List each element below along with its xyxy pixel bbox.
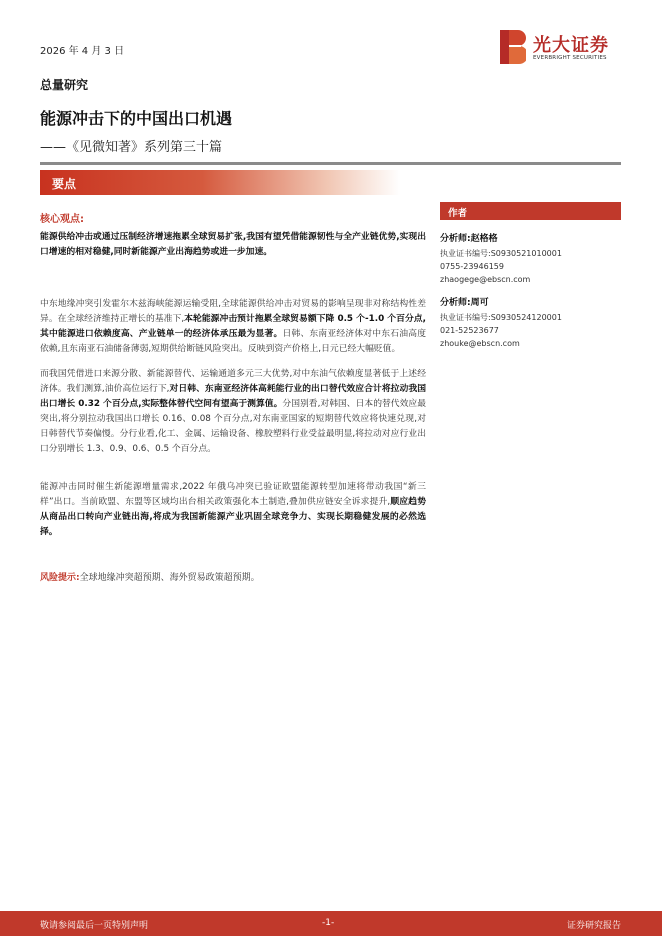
analyst-email[interactable]: zhaogege@ebscn.com <box>440 275 531 284</box>
page-number: -1- <box>322 918 335 928</box>
logo-chinese-text: 光大证券 <box>533 35 609 56</box>
risk-warning-label: 风险提示: <box>40 573 80 583</box>
authors-header <box>440 202 621 220</box>
core-views-heading: 核心观点: <box>40 214 84 225</box>
risk-warning <box>40 570 260 583</box>
footer-report-type: 证券研究报告 <box>566 921 621 931</box>
title-divider <box>40 162 621 165</box>
substitution-text-detail: 分国别看,对韩国、日本的替代效应最突出,将分别拉动我国出口增长 0.16、0.08 个百分点,对东南亚国家的短期替代效应将快速兑现,对日韩替代节奏偏慢。分行业看,化工、金属、运输设备、橡胶塑料行业受益最明显,将拉动对应行业出口分别增长 1.3、0.9、0.6、0.5 个百分点。 <box>40 399 426 454</box>
core-view-paragraph <box>40 230 426 260</box>
analyst-email[interactable]: zhouke@ebscn.com <box>440 339 520 348</box>
summary-section-label: 要点 <box>52 177 77 191</box>
company-logo <box>500 30 625 66</box>
impact-text-key: 本轮能源冲击预计拖累全球贸易额下降 0.5 个-1.0 个百分点,其中能源进口依赖度高、产业链单一的经济体承压最为显著。 <box>40 314 426 339</box>
page-footer <box>0 911 662 936</box>
footer-disclaimer: 敬请参阅最后一页特别声明 <box>40 921 149 931</box>
analyst-card <box>440 233 621 286</box>
analyst-phone: 0755-23946159 <box>440 262 504 271</box>
new-energy-text-key: 顺应趋势从商品出口转向产业链出海,将成为我国新能源产业巩固全球竞争力、实现长期稳健发展的必然选择。 <box>40 497 426 537</box>
report-category: 总量研究 <box>40 78 89 92</box>
report-title: 能源冲击下的中国出口机遇 <box>40 109 233 128</box>
analyst-name: 分析师:赵格格 <box>440 234 498 244</box>
analyst-phone: 021-52523677 <box>440 326 499 335</box>
impact-text-intro: 中东地缘冲突引发霍尔木兹海峡能源运输受阻,全球能源供给冲击对贸易的影响呈现非对称结构性差异。在全球经济维持正增长的基准下, <box>40 299 426 324</box>
new-energy-text-intro: 能源冲击同时催生新能源增量需求,2022 年俄乌冲突已验证欧盟能源转型加速将带动我国“新三样”出口。当前欧盟、东盟等区域均出台相关政策强化本土制造,叠加供应链安全诉求提升, <box>40 482 426 507</box>
core-view-text: 能源供给冲击或通过压制经济增速拖累全球贸易扩张,我国有望凭借能源韧性与全产业链优势,实现出口增速的相对稳健,同时新能源产业出海趋势或进一步加速。 <box>40 232 426 257</box>
analyst-card <box>440 297 621 350</box>
impact-paragraph <box>40 297 426 357</box>
impact-text-detail: 日韩、东南亚经济体对中东石油高度依赖,且东南亚石油储备薄弱,短期供给断链风险突出。反映到资产价格上,日元已经大幅贬值。 <box>40 329 426 354</box>
substitution-text-key: 对日韩、东南亚经济体高耗能行业的出口替代效应合计将拉动我国出口增长 0.32 个百分点,实际整体替代空间有望高于测算值。 <box>40 384 426 409</box>
substitution-text-intro: 而我国凭借进口来源分散、新能源替代、运输通道多元三大优势,对中东油气依赖度显著低于上述经济体。我们测算,油价高位运行下, <box>40 369 426 394</box>
everbright-logo-icon <box>500 30 526 64</box>
analyst-cert: 执业证书编号:S0930521010001 <box>440 249 562 258</box>
analyst-name: 分析师:周可 <box>440 298 489 308</box>
authors-heading: 作者 <box>448 208 468 219</box>
analyst-cert: 执业证书编号:S0930524120001 <box>440 313 562 322</box>
report-subtitle: ——《见微知著》系列第三十篇 <box>40 140 223 155</box>
report-date: 2026 年 4 月 3 日 <box>40 46 125 57</box>
substitution-paragraph <box>40 367 426 457</box>
risk-warning-text: 全球地缘冲突超预期、海外贸易政策超预期。 <box>79 573 260 583</box>
logo-english-text: EVERBRIGHT SECURITIES <box>533 55 607 61</box>
summary-section-band <box>40 170 400 195</box>
new-energy-paragraph <box>40 480 426 540</box>
